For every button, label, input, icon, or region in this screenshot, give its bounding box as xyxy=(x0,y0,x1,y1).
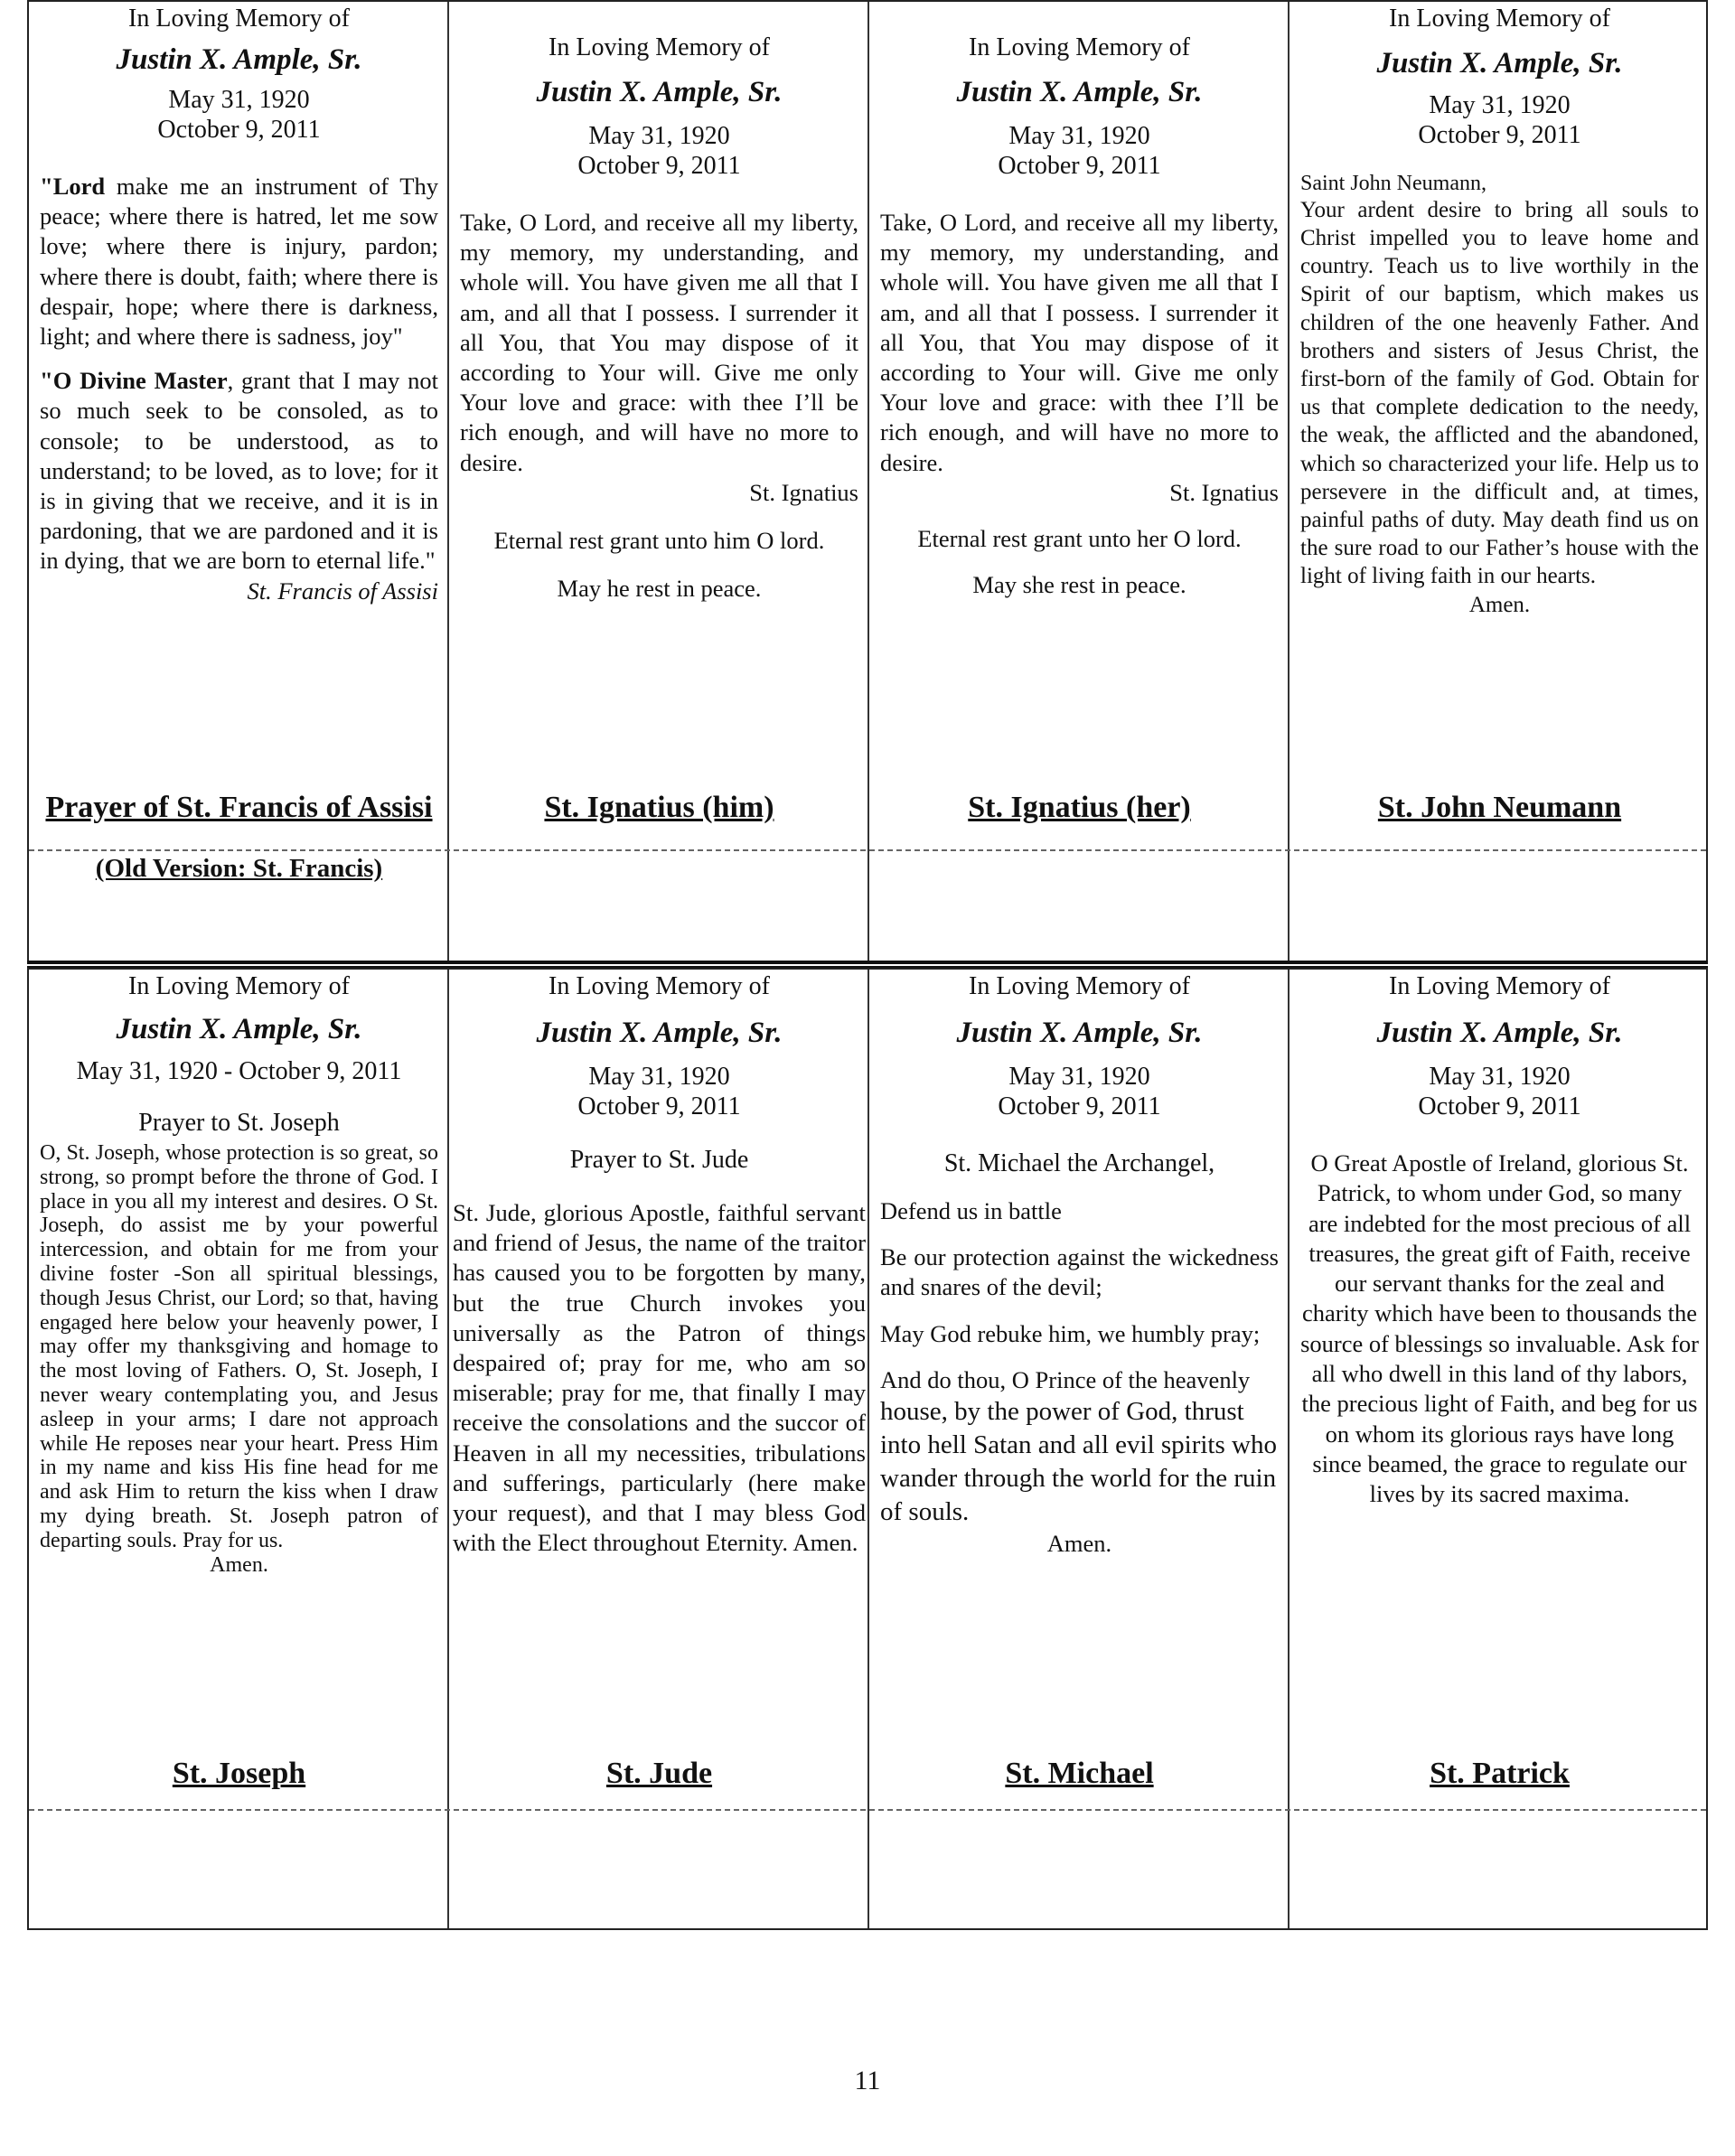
birth-date: May 31, 1920 xyxy=(1008,122,1150,150)
death-date: October 9, 2011 xyxy=(157,116,321,144)
prayer-line: house, by the power of God, thrust into hell Satan and all evil spirits who wander through the world for the ruin of souls. xyxy=(880,1397,1277,1527)
card-st-jude xyxy=(449,970,869,1558)
card-st-francis xyxy=(29,2,449,606)
card-caption: St. Ignatius (her) xyxy=(968,791,1191,824)
prayer-line: Defend us in battle xyxy=(880,1197,1062,1224)
deceased-name: Justin X. Ample, Sr. xyxy=(536,1017,783,1049)
prayer-amen: Amen. xyxy=(210,1552,268,1577)
prayer-text: St. Jude, glorious Apostle, faithful servant and friend of Jesus, the name of the traitor has caused you to be forgotten by many, but the true Church invokes you universally as the Patron of things despaired of; pray for me, who am so miserable; pray for me, that finally I may receive the consolations and the succor of Heaven in all my necessities, tribulations and sufferings, particularly (here make your request), and that I may bless God with the Elect throughout Eternity. Amen. xyxy=(453,1199,866,1557)
prayer-text: Take, O Lord, and receive all my liberty, my memory, my understanding, and whole will. You have given me all that I am, and all that I possess. I surrender it all You, that You may dispose of it according to Your will. Give me only Your love and grace: with thee I’ll be rich enough, and will have no more to desire. xyxy=(460,209,858,476)
prayer-heading: Prayer to St. Joseph xyxy=(138,1109,340,1137)
life-dates: May 31, 1920 - October 9, 2011 xyxy=(76,1057,402,1085)
prayer-line: And do thou, O Prince of the heavenly xyxy=(880,1365,1251,1393)
deceased-name: Justin X. Ample, Sr. xyxy=(1376,47,1623,80)
death-date: October 9, 2011 xyxy=(998,152,1161,180)
card-st-john-neumann xyxy=(1290,2,1710,619)
prayer-heading: Prayer to St. Jude xyxy=(569,1146,749,1174)
deceased-name: Justin X. Ample, Sr. xyxy=(1376,1017,1623,1049)
card-st-michael xyxy=(869,970,1290,1559)
birth-date: May 31, 1920 xyxy=(1008,1063,1150,1091)
in-loving-memory-heading: In Loving Memory of xyxy=(549,972,770,1000)
prayer-paragraph xyxy=(40,172,438,352)
card-st-ignatius-him xyxy=(449,2,869,604)
card-caption: St. Patrick xyxy=(1430,1757,1570,1790)
card-caption: St. John Neumann xyxy=(1377,791,1622,824)
card-caption: Prayer of St. Francis of Assisi xyxy=(45,791,433,824)
prayer-line: May God rebuke him, we humbly pray; xyxy=(880,1319,1261,1347)
deceased-name: Justin X. Ample, Sr. xyxy=(956,1017,1203,1049)
prayer-line: Be our protection against the wickedness and snares of the devil; xyxy=(880,1243,1279,1301)
card-caption: St. Jude xyxy=(605,1757,713,1790)
eternal-rest-line: Eternal rest grant unto her O lord. xyxy=(917,525,1242,553)
cut-line-dashed xyxy=(29,849,1706,851)
prayer-amen: Amen. xyxy=(1046,1530,1112,1558)
eternal-rest-line: Eternal rest grant unto him O lord. xyxy=(493,527,825,555)
rest-in-peace-line: May she rest in peace. xyxy=(972,571,1186,599)
in-loving-memory-heading: In Loving Memory of xyxy=(969,972,1190,1000)
in-loving-memory-heading: In Loving Memory of xyxy=(1389,5,1610,33)
prayer-text: make me an instrument of Thy peace; where there is hatred, let me sow love; where there is injury, pardon; where there is doubt, faith; where there is despair, hope; where there is darkness, light; and where there is sadness, joy" xyxy=(40,173,438,351)
prayer-heading: St. Michael the Archangel, xyxy=(943,1149,1215,1177)
card-st-patrick xyxy=(1290,970,1710,1510)
deceased-name: Justin X. Ample, Sr. xyxy=(536,76,783,108)
death-date: October 9, 2011 xyxy=(1418,1092,1581,1120)
death-date: October 9, 2011 xyxy=(998,1092,1161,1120)
prayer-text: , grant that I may not so much seek to be consoled, as to console; to be understood, as to understand; to be loved, as to love; for it is in giving that we receive, and it is in pardoning, that we are pardoned and it is in dying, that we are born to eternal life." xyxy=(40,367,438,575)
deceased-name: Justin X. Ample, Sr. xyxy=(116,1013,362,1045)
in-loving-memory-heading: In Loving Memory of xyxy=(549,33,770,61)
prayer-text: O Great Apostle of Ireland, glorious St. Patrick, to whom under God, so many are indebted for the most precious of all treasures, the great gift of Faith, receive our servant thanks for the zeal and charity which have been to thousands the source of blessings so invaluable. Ask for all who dwell in this land of thy labors, the precious light of Faith, and beg for us on whom its glorious rays have long since beamed, the grace to regulate our lives by its sacred maxima. xyxy=(1300,1149,1699,1508)
row-separator-double-rule xyxy=(27,961,1708,968)
prayer-card-sheet xyxy=(27,0,1708,1930)
birth-date: May 31, 1920 xyxy=(1429,91,1571,119)
prayer-attribution: St. Ignatius xyxy=(1169,478,1279,506)
rest-in-peace-line: May he rest in peace. xyxy=(557,575,762,603)
prayer-attribution: St. Francis of Assisi xyxy=(247,576,438,605)
prayer-emphasis: "Lord xyxy=(40,173,106,200)
deceased-name: Justin X. Ample, Sr. xyxy=(956,76,1203,108)
death-date: October 9, 2011 xyxy=(1418,121,1581,149)
top-card-row xyxy=(27,0,1708,961)
birth-date: May 31, 1920 xyxy=(588,1063,730,1091)
in-loving-memory-heading: In Loving Memory of xyxy=(969,33,1190,61)
card-st-ignatius-her xyxy=(869,2,1290,600)
card-caption: St. Michael xyxy=(1005,1757,1154,1790)
prayer-salutation: Saint John Neumann, xyxy=(1300,172,1486,195)
card-caption: St. Joseph xyxy=(172,1757,306,1790)
bottom-card-row xyxy=(27,968,1708,1930)
cut-line-dashed xyxy=(29,1809,1706,1811)
deceased-name: Justin X. Ample, Sr. xyxy=(116,43,362,76)
prayer-text: O, St. Joseph, whose protection is so great, so strong, so prompt before the throne of God. I place in you all my interest and desires. O St. Joseph, do assist me by your powerful intercession, and obtain for me from your divine foster -Son all spiritual blessings, though Jesus Christ, our Lord; so that, having engaged here below your heavenly power, I may offer my thanksgiving and homage to the most loving of Fathers. O, St. Joseph, I never weary contemplating you, and Jesus asleep in your arms; I dare not approach while He reposes near your heart. Press Him in my name and kiss His fine head for me and ask Him to return the kiss when I draw my dying breath. St. Joseph patron of departing souls. Pray for us. xyxy=(40,1141,438,1552)
page-number: 11 xyxy=(854,2066,881,2095)
prayer-text: Your ardent desire to bring all souls to Christ impelled you to leave home and country. Teach us to live worthily in the Spirit of our baptism, which makes us children of the one heavenly Father. And brothers and sisters of Jesus Christ, the first-born of the family of God. Obtain for us that complete dedication to the needy, the weak, the afflicted and the abandoned, which so characterized your life. Help us to persevere in the difficult and, at times, painful paths of duty. May death find us on the sure road to our Father’s house with the light of living faith in our hearts. xyxy=(1300,197,1699,589)
birth-date: May 31, 1920 xyxy=(1429,1063,1571,1091)
death-date: October 9, 2011 xyxy=(577,1092,741,1120)
in-loving-memory-heading: In Loving Memory of xyxy=(1389,972,1610,1000)
card-st-joseph xyxy=(29,970,449,1577)
birth-date: May 31, 1920 xyxy=(168,86,310,114)
card-caption: St. Ignatius (him) xyxy=(544,791,774,824)
in-loving-memory-heading: In Loving Memory of xyxy=(128,5,350,33)
prayer-amen: Amen. xyxy=(1468,592,1531,617)
card-caption-old-version: (Old Version: St. Francis) xyxy=(95,854,383,883)
in-loving-memory-heading: In Loving Memory of xyxy=(128,972,350,1000)
prayer-emphasis: "O Divine Master xyxy=(40,367,228,395)
prayer-paragraph xyxy=(40,366,438,576)
birth-date: May 31, 1920 xyxy=(588,122,730,150)
prayer-attribution: St. Ignatius xyxy=(749,478,858,506)
prayer-text: Take, O Lord, and receive all my liberty, my memory, my understanding, and whole will. You have given me all that I am, and all that I possess. I surrender it all You, that You may dispose of it according to Your will. Give me only Your love and grace: with thee I’ll be rich enough, and will have no more to desire. xyxy=(880,209,1279,476)
death-date: October 9, 2011 xyxy=(577,152,741,180)
